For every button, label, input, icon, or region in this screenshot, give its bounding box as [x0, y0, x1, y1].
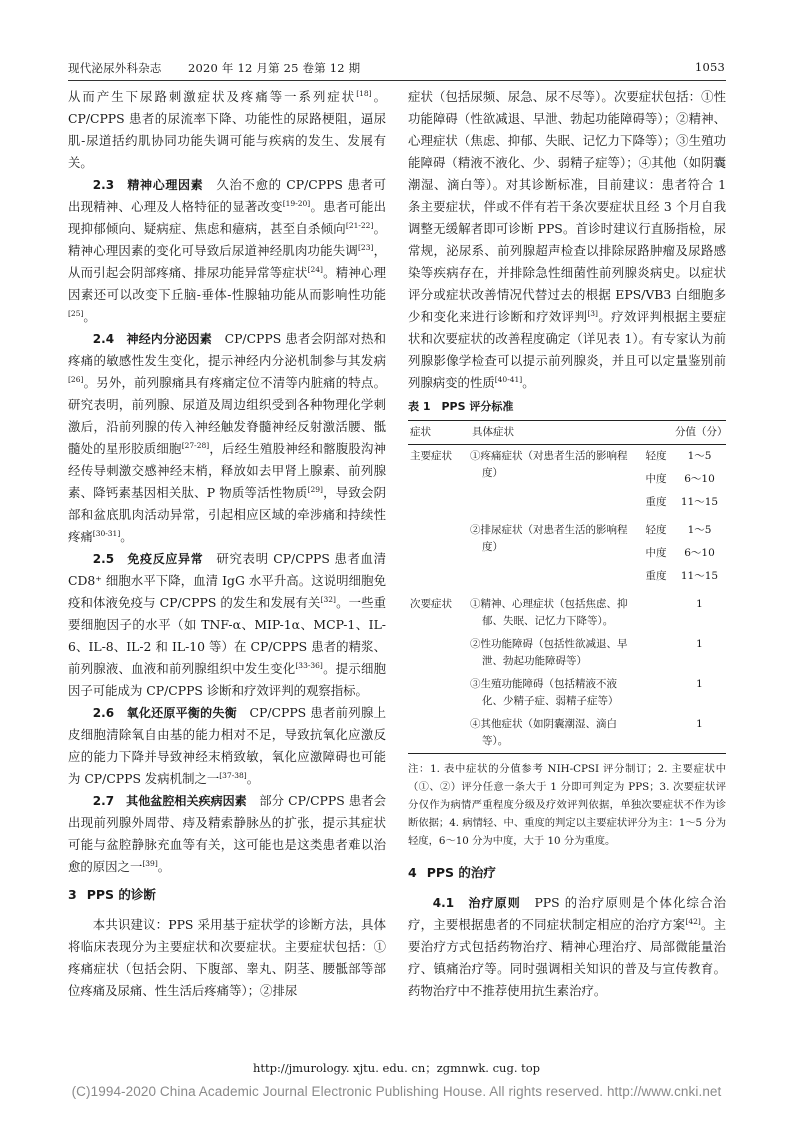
citation: [26] — [68, 375, 84, 384]
section-2-7: 2.7 其他盆腔相关疾病因素 部分 CP/CPPS 患者会出现前列腺外周带、痔及精索静脉丛的扩张，提示其症状可能与盆腔静脉充血等有关，这可能也是这类患者难以治愈的原因之一[39]。 — [68, 793, 387, 874]
citation: [23] — [358, 243, 374, 252]
table-caption: 表 1 PPS 评分标准 — [408, 400, 514, 413]
citation: [27-28] — [181, 441, 210, 450]
table-row: 次要症状 ①精神、心理症状（包括焦虑、抑郁、失眠、记忆力下降等）。 1 — [410, 598, 703, 627]
copyright-watermark: (C)1994-2020 China Academic Journal Electronic Publishing House. All rights reserved. http://www.cnki.net — [71, 1084, 722, 1099]
citation: [42] — [685, 917, 701, 926]
table-row: ③生殖功能障碍（包括精液不液化、少精子症、弱精子症等） 1 — [470, 678, 703, 707]
table-row: 重度 11～15 — [645, 496, 719, 508]
table-header-symptom: 具体症状 — [470, 421, 639, 445]
section-2-3: 2.3 精神心理因素 久治不愈的 CP/CPPS 患者可出现精神、心理及人格特征的显著改变[19-20]。患者可能出现抑郁倾向、疑病症、焦虑和癔病，甚至自杀倾向[21-22]。精神心理因素的变化可导致后尿道神经肌肉功能失调[23]，从而引起会阴部疼痛、排尿功能异常等症状[24]。精神心理因素还可以改变下丘脑-垂体-性腺轴功能从而影响性功能[25]。 — [68, 177, 387, 324]
citation: [40-41] — [494, 375, 523, 384]
section-2-6: 2.6 氧化还原平衡的失衡 CP/CPPS 患者前列腺上皮细胞清除氧自由基的能力相对不足，导致抗氧化应激反应的能力下降并导致神经末梢致敏，氧化应激障碍也可能为 CP/CPPS 发病机制之一[37-38]。 — [68, 705, 386, 786]
table-header-type: 症状 — [408, 421, 470, 445]
paragraph: 症状（包括尿频、尿急、尿不尽等）。次要症状包括：①性功能障碍（性欲减退、早泄、勃起功能障碍等）；②精神、心理症状（焦虑、抑郁、失眠、记忆力下降等）；③生殖功能障碍（精液不液化、少、弱精子症等）；④其他（如阴囊潮湿、滴白等）。对其诊断标准，目前建议：患者符合 1 条主要症状，伴或不伴有若干条次要症状且经 3 个月自我调整无缓解者即可诊断 PPS。首诊时建议行直肠指检，尿常规，泌尿系、前列腺超声检查以排除尿路肿瘤及尿路感染等疾病存在，并排除急性细菌性前列腺炎病史。以症状评分或症状改善情况代替过去的根据 EPS/VB3 白细胞多少和变化来进行诊断和疗效评判[3]。疗效评判根据主要症状和次要症状的改善程度确定（详见表 1）。有专家认为前列腺影像学检查可以提示前列腺炎，并且可以定量鉴别前列腺病变的性质[40-41]。 — [408, 89, 727, 390]
citation: [21-22] — [345, 221, 374, 230]
section-heading: 2.4 神经内分泌因素 — [92, 332, 212, 346]
pps-score-table — [408, 420, 726, 754]
section-heading: 4.1 治疗原则 — [432, 896, 521, 910]
section-heading: 2.5 免疫反应异常 — [92, 552, 204, 566]
table-row: 主要症状 ①疼痛症状（对患者生活的影响程度） 轻度 1～5 — [410, 450, 712, 479]
citation: [29] — [307, 485, 323, 494]
citation: [37-38] — [219, 771, 247, 780]
citation: [32] — [320, 595, 336, 604]
table-note: 注：1. 表中症状的分值参考 NIH-CPSI 评分制订；2. 主要症状中（①、②）评分任意一条大于 1 分即可判定为 PPS；3. 次要症状评分仅作为病情严重程度分级及疗效评判依据，单独次要症状不作为诊断依据；4. 病情轻、中、重度的判定以主要症状评分为主：1～5 分为轻度，6～10 分为中度，大于 10 分为重度。 — [408, 763, 726, 847]
table-row: 重度 11～15 — [645, 570, 719, 582]
citation: [19-20] — [282, 199, 311, 208]
paragraph: 从而产生下尿路刺激症状及疼痛等一系列症状[18]。CP/CPPS 患者的尿流率下降、功能性的尿路梗阻，逼尿肌-尿道括约肌协同功能失调可能与疾病的发生、发展有关。 — [68, 89, 387, 170]
right-column — [408, 86, 726, 1002]
page-number: 1053 — [694, 60, 725, 74]
section-3-paragraph: 本共识建议：PPS 采用基于症状学的诊断方法，具体将临床表现分为主要症状和次要症状。主要症状包括：①疼痛症状（包括会阴、下腹部、睾丸、阴茎、腰骶部等部位疼痛及尿痛、性生活后疼痛等）；②排尿 — [68, 917, 386, 998]
section-4-1: 4.1 治疗原则 PPS 的治疗原则是个体化综合治疗，主要根据患者的不同症状制定相应的治疗方案[42]。主要治疗方式包括药物治疗、精神心理治疗、局部微能量治疗、镇痛治疗等。同时强调相关知识的普及与宣传教育。药物治疗中不推荐使用抗生素治疗。 — [408, 895, 727, 998]
table-row: ④其他症状（如阴囊潮湿、滴白等）。 1 — [408, 713, 726, 754]
left-column — [68, 86, 386, 1002]
section-heading: 2.3 精神心理因素 — [92, 178, 204, 192]
section-heading: 2.7 其他盆腔相关疾病因素 — [92, 794, 247, 808]
table-header-score: 分值（分） — [673, 421, 726, 445]
citation: [25] — [68, 309, 84, 318]
citation: [33-36] — [295, 661, 323, 670]
table-row: 中度 6～10 — [645, 473, 715, 485]
citation: [39] — [142, 859, 158, 868]
footer-url: http://jmurology. xjtu. edu. cn；zgmnwk. cug. top — [252, 1061, 541, 1075]
section-4-heading: 4 PPS 的治疗 — [408, 865, 496, 880]
header-rule — [68, 80, 726, 81]
citation: [30-31] — [92, 529, 121, 538]
table-row: ②排尿症状（对患者生活的影响程度） 轻度 1～5 — [470, 524, 712, 553]
section-2-5: 2.5 免疫反应异常 研究表明 CP/CPPS 患者血清 CD8⁺ 细胞水平下降，血清 IgG 水平升高。这说明细胞免疫和体液免疫与 CP/CPPS 的发生和发展有关[32]。一些重要细胞因子的水平（如 TNF-α、MIP-1α、MCP-1、IL-6、IL-8、IL-2 和 IL-10 等）在 CP/CPPS 患者的精浆、前列腺液、血液和前列腺组织中发生变化[33-36]。提示细胞因子可能成为 CP/CPPS 诊断和疗效评判的观察指标。 — [68, 551, 387, 698]
section-2-4: 2.4 神经内分泌因素 CP/CPPS 患者会阴部对热和疼痛的敏感性发生变化，提示神经内分泌机制参与其发病[26]。另外，前列腺痛具有疼痛定位不清等内脏痛的特点。研究表明，前列腺、尿道及周边组织受到各种物理化学刺激后，沿前列腺的传入神经触发脊髓神经反射激活腰、骶髓处的星形胶质细胞[27-28]，后经生殖股神经和髂腹股沟神经传导刺激交感神经末梢，释放如去甲肾上腺素、前列腺素、降钙素基因相关肽、P 物质等活性物质[29]，导致会阴部和盆底肌肉活动异常，引起相应区域的牵涉痛和持续性疼痛[30-31]。 — [68, 331, 387, 544]
table-row: ②性功能障碍（包括性欲减退、早泄、勃起功能障碍等） 1 — [470, 638, 703, 667]
table-row: 中度 6～10 — [645, 547, 715, 559]
citation: [18] — [356, 89, 372, 98]
section-3-heading: 3 PPS 的诊断 — [68, 887, 156, 902]
citation: [24] — [307, 265, 323, 274]
journal-name: 现代泌尿外科杂志 — [68, 61, 162, 75]
section-heading: 2.6 氧化还原平衡的失衡 — [92, 706, 237, 720]
citation: [3] — [587, 309, 598, 318]
issue-info: 2020 年 12 月第 25 卷第 12 期 — [188, 61, 361, 75]
